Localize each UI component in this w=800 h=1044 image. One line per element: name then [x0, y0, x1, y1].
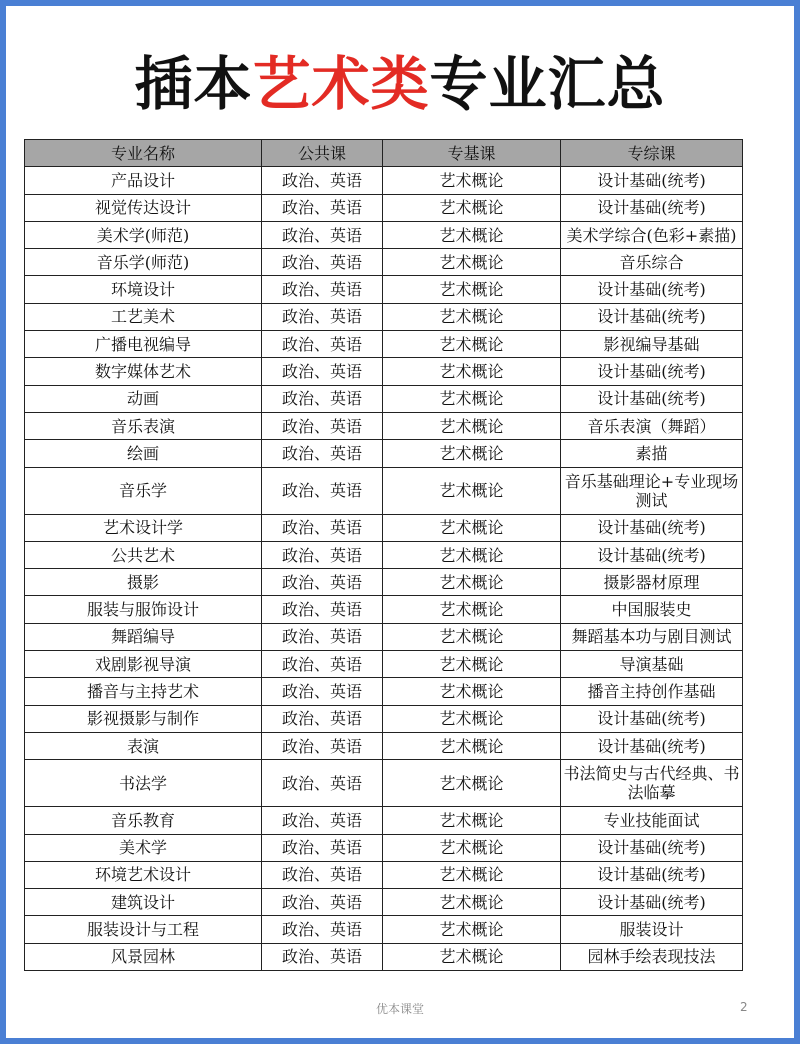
document-page — [6, 6, 794, 1038]
page-number: 2 — [740, 1000, 748, 1014]
cell-major-name: 表演 — [25, 732, 262, 759]
table-row — [25, 569, 743, 596]
cell-public-course: 政治、英语 — [262, 412, 383, 439]
cell-public-course: 政治、英语 — [262, 167, 383, 194]
cell-basic-course: 艺术概论 — [383, 303, 561, 330]
cell-public-course: 政治、英语 — [262, 303, 383, 330]
cell-comprehensive-course: 影视编导基础 — [561, 331, 743, 358]
cell-basic-course: 艺术概论 — [383, 467, 561, 514]
table-row — [25, 167, 743, 194]
cell-comprehensive-course: 导演基础 — [561, 651, 743, 678]
cell-basic-course: 艺术概论 — [383, 705, 561, 732]
table-row — [25, 651, 743, 678]
cell-major-name: 风景园林 — [25, 943, 262, 970]
cell-public-course: 政治、英语 — [262, 678, 383, 705]
cell-comprehensive-course: 设计基础(统考) — [561, 861, 743, 888]
cell-major-name: 音乐学(师范) — [25, 249, 262, 276]
table-row — [25, 303, 743, 330]
title-highlight: 艺术类 — [252, 50, 430, 118]
header-public-course: 公共课 — [262, 140, 383, 167]
cell-major-name: 服装设计与工程 — [25, 916, 262, 943]
cell-comprehensive-course: 设计基础(统考) — [561, 385, 743, 412]
table-row — [25, 834, 743, 861]
header-comprehensive-course: 专综课 — [561, 140, 743, 167]
table-row — [25, 623, 743, 650]
cell-public-course: 政治、英语 — [262, 467, 383, 514]
cell-public-course: 政治、英语 — [262, 385, 383, 412]
cell-comprehensive-course: 设计基础(统考) — [561, 732, 743, 759]
table-row — [25, 514, 743, 541]
cell-basic-course: 艺术概论 — [383, 807, 561, 834]
cell-comprehensive-course: 设计基础(统考) — [561, 276, 743, 303]
cell-comprehensive-course: 书法简史与古代经典、书法临摹 — [561, 760, 743, 807]
cell-comprehensive-course: 中国服装史 — [561, 596, 743, 623]
title-part-1: 插本 — [134, 50, 253, 118]
cell-comprehensive-course: 音乐表演（舞蹈） — [561, 412, 743, 439]
cell-major-name: 建筑设计 — [25, 889, 262, 916]
table-row — [25, 249, 743, 276]
table-row — [25, 194, 743, 221]
cell-basic-course: 艺术概论 — [383, 569, 561, 596]
cell-public-course: 政治、英语 — [262, 221, 383, 248]
cell-comprehensive-course: 设计基础(统考) — [561, 889, 743, 916]
majors-table — [24, 139, 743, 971]
table-body — [25, 167, 743, 971]
cell-major-name: 艺术设计学 — [25, 514, 262, 541]
cell-major-name: 美术学 — [25, 834, 262, 861]
cell-public-course: 政治、英语 — [262, 514, 383, 541]
cell-basic-course: 艺术概论 — [383, 623, 561, 650]
cell-basic-course: 艺术概论 — [383, 167, 561, 194]
cell-major-name: 数字媒体艺术 — [25, 358, 262, 385]
table-row — [25, 943, 743, 970]
cell-major-name: 音乐表演 — [25, 412, 262, 439]
cell-basic-course: 艺术概论 — [383, 760, 561, 807]
cell-public-course: 政治、英语 — [262, 569, 383, 596]
table-row — [25, 807, 743, 834]
cell-basic-course: 艺术概论 — [383, 514, 561, 541]
cell-basic-course: 艺术概论 — [383, 916, 561, 943]
cell-public-course: 政治、英语 — [262, 651, 383, 678]
cell-public-course: 政治、英语 — [262, 732, 383, 759]
table-row — [25, 705, 743, 732]
cell-basic-course: 艺术概论 — [383, 889, 561, 916]
cell-comprehensive-course: 播音主持创作基础 — [561, 678, 743, 705]
cell-comprehensive-course: 设计基础(统考) — [561, 834, 743, 861]
cell-public-course: 政治、英语 — [262, 276, 383, 303]
cell-public-course: 政治、英语 — [262, 194, 383, 221]
cell-major-name: 广播电视编导 — [25, 331, 262, 358]
cell-basic-course: 艺术概论 — [383, 440, 561, 467]
cell-basic-course: 艺术概论 — [383, 834, 561, 861]
table-row — [25, 276, 743, 303]
table-row — [25, 385, 743, 412]
cell-basic-course: 艺术概论 — [383, 943, 561, 970]
cell-basic-course: 艺术概论 — [383, 249, 561, 276]
table-row — [25, 760, 743, 807]
cell-public-course: 政治、英语 — [262, 358, 383, 385]
table-row — [25, 221, 743, 248]
cell-basic-course: 艺术概论 — [383, 194, 561, 221]
cell-public-course: 政治、英语 — [262, 705, 383, 732]
cell-comprehensive-course: 设计基础(统考) — [561, 514, 743, 541]
table-row — [25, 440, 743, 467]
cell-major-name: 戏剧影视导演 — [25, 651, 262, 678]
cell-major-name: 书法学 — [25, 760, 262, 807]
header-basic-course: 专基课 — [383, 140, 561, 167]
cell-comprehensive-course: 设计基础(统考) — [561, 167, 743, 194]
cell-public-course: 政治、英语 — [262, 440, 383, 467]
cell-major-name: 服装与服饰设计 — [25, 596, 262, 623]
cell-comprehensive-course: 设计基础(统考) — [561, 194, 743, 221]
cell-comprehensive-course: 设计基础(统考) — [561, 705, 743, 732]
cell-comprehensive-course: 设计基础(统考) — [561, 358, 743, 385]
cell-public-course: 政治、英语 — [262, 331, 383, 358]
cell-public-course: 政治、英语 — [262, 943, 383, 970]
cell-major-name: 环境设计 — [25, 276, 262, 303]
cell-basic-course: 艺术概论 — [383, 221, 561, 248]
cell-public-course: 政治、英语 — [262, 541, 383, 568]
table-row — [25, 861, 743, 888]
cell-comprehensive-course: 美术学综合(色彩+素描) — [561, 221, 743, 248]
cell-basic-course: 艺术概论 — [383, 732, 561, 759]
cell-comprehensive-course: 设计基础(统考) — [561, 303, 743, 330]
cell-comprehensive-course: 设计基础(统考) — [561, 541, 743, 568]
table-row — [25, 596, 743, 623]
cell-public-course: 政治、英语 — [262, 249, 383, 276]
footer-brand-label: 优本课堂 — [375, 1002, 424, 1016]
title-part-2: 专业汇总 — [429, 50, 666, 118]
table-row — [25, 467, 743, 514]
cell-major-name: 音乐教育 — [25, 807, 262, 834]
cell-public-course: 政治、英语 — [262, 807, 383, 834]
cell-comprehensive-course: 摄影器材原理 — [561, 569, 743, 596]
cell-public-course: 政治、英语 — [262, 916, 383, 943]
cell-public-course: 政治、英语 — [262, 760, 383, 807]
cell-major-name: 摄影 — [25, 569, 262, 596]
cell-basic-course: 艺术概论 — [383, 358, 561, 385]
cell-major-name: 视觉传达设计 — [25, 194, 262, 221]
cell-basic-course: 艺术概论 — [383, 412, 561, 439]
cell-major-name: 美术学(师范) — [25, 221, 262, 248]
cell-comprehensive-course: 专业技能面试 — [561, 807, 743, 834]
cell-major-name: 舞蹈编导 — [25, 623, 262, 650]
cell-major-name: 影视摄影与制作 — [25, 705, 262, 732]
table-row — [25, 732, 743, 759]
table-row — [25, 916, 743, 943]
cell-comprehensive-course: 服装设计 — [561, 916, 743, 943]
cell-major-name: 播音与主持艺术 — [25, 678, 262, 705]
table-header-row — [25, 140, 743, 167]
cell-basic-course: 艺术概论 — [383, 385, 561, 412]
cell-basic-course: 艺术概论 — [383, 276, 561, 303]
cell-public-course: 政治、英语 — [262, 623, 383, 650]
cell-basic-course: 艺术概论 — [383, 541, 561, 568]
cell-major-name: 音乐学 — [25, 467, 262, 514]
table-row — [25, 358, 743, 385]
cell-major-name: 动画 — [25, 385, 262, 412]
cell-comprehensive-course: 音乐基础理论+专业现场测试 — [561, 467, 743, 514]
cell-comprehensive-course: 园林手绘表现技法 — [561, 943, 743, 970]
page-title — [6, 46, 794, 122]
cell-major-name: 工艺美术 — [25, 303, 262, 330]
cell-major-name: 环境艺术设计 — [25, 861, 262, 888]
cell-basic-course: 艺术概论 — [383, 651, 561, 678]
table-row — [25, 889, 743, 916]
cell-public-course: 政治、英语 — [262, 834, 383, 861]
table-row — [25, 678, 743, 705]
cell-comprehensive-course: 舞蹈基本功与剧目测试 — [561, 623, 743, 650]
cell-basic-course: 艺术概论 — [383, 678, 561, 705]
table-row — [25, 331, 743, 358]
cell-major-name: 绘画 — [25, 440, 262, 467]
cell-public-course: 政治、英语 — [262, 861, 383, 888]
cell-comprehensive-course: 音乐综合 — [561, 249, 743, 276]
cell-public-course: 政治、英语 — [262, 889, 383, 916]
table-row — [25, 412, 743, 439]
header-major-name: 专业名称 — [25, 140, 262, 167]
cell-comprehensive-course: 素描 — [561, 440, 743, 467]
cell-major-name: 产品设计 — [25, 167, 262, 194]
table-row — [25, 541, 743, 568]
cell-major-name: 公共艺术 — [25, 541, 262, 568]
cell-basic-course: 艺术概论 — [383, 331, 561, 358]
cell-basic-course: 艺术概论 — [383, 596, 561, 623]
cell-public-course: 政治、英语 — [262, 596, 383, 623]
cell-basic-course: 艺术概论 — [383, 861, 561, 888]
